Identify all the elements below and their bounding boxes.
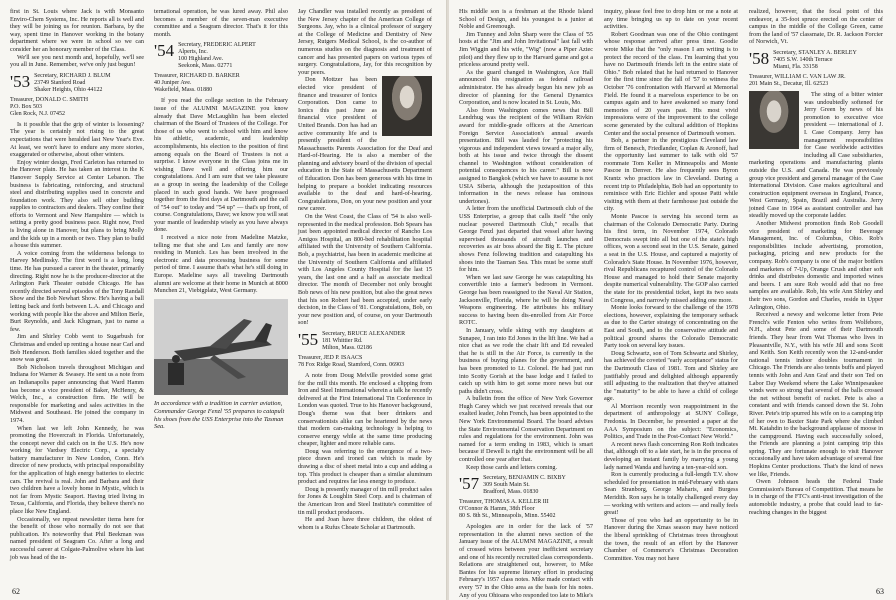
paragraph: Jim Tunney and John Sharp were the Class of '55 hosts at the "Jim and John Invitational" last fall with Jim Wiggin and his wife, "Wig" (now a Piper Aztec pilot) and they flew up to the Harvard game and got a priceless around pretty well. — [459, 30, 593, 69]
treasurer-name: Treasurer, WILLIAM C. VAN LAW JR. — [749, 73, 846, 80]
paragraph: As the guard changed in Washington, Ace Hall announced his resignation as federal railroad administrator. He has already begun his new job as director of planning for the General Dynamics Corporation, and is now located in St. Louis, Mo. — [459, 68, 593, 107]
paragraph: His middle son is a freshman at the Rhode Island School of Design, and his youngest is a junior at Noble and Greenough. — [459, 8, 593, 31]
paragraph: realized, however, that the focal point of this endeavor, a 35-foot spruce erected on the center of campus in the middle of the College Green, came from the land of '57 classmate, Dr. R. Jackson Forcier of Norwich, Vt. — [749, 8, 883, 46]
paragraph: Al Morrison recently won reappointment in the department of anthropology at SUNY College, Fredonia. In December, he presented a paper at the AAA Symposium on the subject: "Economics, Politics, and Trade in the Post-Contact New World." — [604, 402, 738, 441]
paragraph: inquiry, please feel free to drop him or me a note at any time bringing us up to date on your recent activities. — [604, 8, 738, 31]
treasurer-name: Treasurer, THOMAS A. KELLER III — [459, 499, 549, 506]
class-heading — [10, 73, 144, 94]
paragraph: Those of you who had an opportunity to be in Hanover during the Xmas season may have noticed the liberal sprinkling of Christmas trees throughout the town, the result of an effort by the Hanover Chamber of Commerce's Christmas Decoration Committee. You may not have — [604, 516, 738, 562]
secretary-name: Secretary, FREDERIC ALPERT — [178, 42, 256, 49]
paragraph: Enjoy winter design, Fred Carleton has returned to the Hanover plain. He has taken an interest in the K Hanover Supply Service at Center Lebanon. The business is fabricating, reinforcing, and structural steel and distributing supplies used in concrete and foundation work. They also sell other building supplies to contractors and dealers. They confine their efforts to Vermont and New Hampshire — which is setting a pretty good business pace. Right now, Fred is living alone in Hanover, but plans to bring Molly and the kids up in a month or two. They plan to build a house this summer. — [10, 158, 144, 250]
paragraph: Ron is currently producing a full-length T.V. show scheduled for presentation in mid-February with stars Sean Stranborg, George Maharis, and Burgess Meridith. Ron says he is totally challenged every day — working with writers and actors — and really feels great! — [604, 471, 738, 517]
right-column-3 — [749, 8, 883, 516]
paragraph: I received a nice note from Madeline Matzke, telling me that she and Les and family are now residing in Munich. Les has been involved in the electronic and data processing business for some period of time. I assume that's what he's still doing in Europe. Madeline says all traveling Dartmouth alumni are welcome at their home in Munich at 8000 Munchen 21, Viebigplatz, West Germany. — [154, 234, 288, 295]
class-heading — [749, 50, 883, 71]
treasurer-address: O'Connor & Hamm, 38th Floor 80 S. 8th St., Minneapolis, Minn. 55402 — [459, 506, 556, 520]
class-heading — [459, 475, 593, 496]
paragraph: Bob Nicholson travels throughout Michigan and Indiana for Warner & Swasey. He sent us a note from an Indianapolis paper announcing that Ward Hamm has become a vice president of Baker, McHenry, & Welch, Inc., a construction firm. He will be responsible for marketing and sales activities in the Midwest and Southeast. He joined the company in 1974. — [10, 363, 144, 424]
class-heading — [298, 331, 432, 352]
paragraph: Also from Washington comes news that Bill Lendrhug was the recipient of the William Rivkin award for middle-grade officers at the American Foreign Service Association's annual awards presentation. Bill was lauded for "protecting his vigorous and independent views toward a major ally, both at his issue and twice through the dissent channel to Washington without consideration of potential consequences to his career." Bill is now assigned to Bangkok (which we have to assume is not USIA Siberia, although the juxtaposition of this information in the news release has ominous undertones). — [459, 106, 593, 205]
paragraph: Doug was referring to the emergence of a two-piece drawn and ironed can which is made by drawing a disc of sheet metal into a cup and adding a top. This product is cheaper than a similar aluminum product and requires far less energy to produce. — [298, 447, 432, 486]
paragraph: Occasionally, we repeat newsletter items here for the benefit of those who normally do not see that publication. It's noteworthy that Phil Beekman was named president of Seagram Co. After a long and successful career at Colgate-Palmolive where his last job was head of the in- — [10, 515, 144, 561]
page-number: 63 — [876, 587, 884, 596]
paragraph: first in St. Louis where Jack is with Monsanto Enviro-Chem Systems, Inc. He reports all is well and they will be joining us for reunion. Barbara, by the way, spent time in Hanover working in the botany department where we were in school so we can consider her an honorary member of the Class. — [10, 8, 144, 53]
paragraph: The sting of a bitter winter was undoubtedly softened for Jerry Green by news of his promotion to executive vice president — international of J. I. Case Company. Jerry has management responsibilities for Case worldwide activities including all Case subsidiaries, marketing operations and manufacturing plants outside the U.S. and Canada. He was previously group vice president and general manager of the Case International Division. Case makes agricultural and construction equipment overseas in England, France, West Germany, Spain, Brazil and Australia. Jerry joined Case in 1964 as assistant controller and has steadily moved up the corporate ladder. — [749, 90, 883, 220]
paragraph: Monte Pascoe is serving his second term as chairman of the Colorado Democratic Party. During his first term, in November 1974, Colorado Democrats swept into all but one of the state's high offices, won a second seat in the U.S. Senate, gained a seat in the U.S. House, and captured a majority of Colorado's State House. In November 1976, however, rival Republicans recaptured control of the Colorado House and managed to hold their Senate majority despite numerical vulnerability. The GOP also carried the state for its presidential ticket, kept its two seats in Congress, and narrowly missed adding one more. — [604, 213, 738, 304]
paragraph: Doug Schwartz, son of Tom Schwartz and Shirley, has achieved the coveted "early acceptance" status for the Dartmouth Class of 1981. Tom and Shirley are justifiably proud and delighted although apparently still adjusting to the realization that they've attained the "maturity" to be able to have a child of college age. — [604, 349, 738, 403]
paragraph: Keep those cards and letters coming. — [466, 463, 558, 471]
aircraft-carrier-photo — [154, 299, 288, 431]
paragraph: We'll see you next month and, hopefully, we'll see you all in June. Remember, we've only just begun! — [10, 53, 144, 69]
secretary-name: Secretary, BRUCE ALEXANDER — [322, 330, 406, 337]
paragraph: A note from Doug Melville provided some grist for the mill this month. He enclosed a clipping from Iron and Steel International wherein a talk he recently delivered at the First International Tin Conference in London was quoted. True to his Hanover background, Doug's theme was that beer drinkers and conservationists alike can be heartened by the news that modern can-making technology is helping to conserve energy while at the same time producing cheaper, lighter and more reliable cans. — [298, 371, 432, 448]
secretary-address: 309 South Main St. Bradford, Mass. 01830 — [483, 482, 539, 496]
paragraph: Doug is presently manager of tin mill product sales for Jones & Loughlin Steel Corp. and is chairman of the American Iron and Steel Institute's committee of tin mill product producers. — [298, 485, 432, 516]
treasurer-name: Treasurer, JED P. ISAACS — [298, 354, 363, 361]
secretary-name: Secretary, RICHARD J. BLUM — [34, 72, 111, 79]
class-year: '54 — [154, 41, 175, 61]
paragraph: When we last saw George he was catapulting his convertible into a farmer's bedroom in Vermont. George has been reassigned to the Naval Air Station, Jacksonville, Florida, where he will be doing Naval Weapons engineering. He attributes his military success to having been dis-enrolled from Air Force ROTC. — [459, 273, 593, 327]
secretary-address: 7405 S.W. 140th Terrace Miami, Fla. 33158 — [773, 56, 833, 70]
paragraph: Jim and Shirley Cobb went to Sugarbush for Christmas and ended up renting a house near Carl and Bob Henderson. Both families skied together and the snow was great. — [10, 333, 144, 364]
treasurer-address: P.O. Box 503 Glen Rock, N.J. 07452 — [10, 103, 65, 117]
left-column-3 — [298, 8, 432, 531]
jet-aircraft-photo — [154, 299, 288, 395]
paragraph: Monte looks forward to the challenge of the 1978 elections, however, explaining the temporary setback as due to the Carter strategy of concentrating on the East and South, and to the conservative attitude and political ground shares the Colorado Democratic Party took on several key issues. — [604, 304, 738, 350]
right-column-2 — [604, 8, 738, 562]
paragraph: He and Joan have three children, the oldest of whom is a Rufus Choate Scholar at Dartmouth. — [298, 516, 432, 531]
right-page — [449, 0, 896, 600]
left-column-2 — [154, 8, 288, 431]
paragraph: Another Midwest promotion finds Rob Goodell vice president of marketing for Beverage Management, Inc. of Columbus, Ohio. Rob's responsibilities include advertising, promotion, packaging, pricing and new products for the company. Rob's company is one of the major bottlers and marketers of 7-Up, Orange Crush and other soft drinks and distributes domestic and imported wines and beers. I am sure Rob would add that no free samples are available. Rob, his wife Ann Shirley and their two sons, Gordon and Charles, reside in Upper Arlington, Ohio. — [749, 220, 883, 311]
class-year: '57 — [459, 474, 480, 494]
paragraph: A voice coming from the wilderness belongs to Harvey Medlinsky. The first word is a long, long time. He has pursued a career in the theater, primarily directing. Right now he is the producer-director at the Arlington Park Theater outside Chicago. He has recently directed several episodes of the Tony Randall Show and the Bob Newhart Show. He's having a ball letting back and forth between L.A. and Chicago and working with people like the above and Milton Berle, Burt Reynolds, and Jack Klugman, just to name a few. — [10, 249, 144, 333]
paragraph: On the West Coast, the Class of '54 is also well-represented in the medical profession. Bob Spears has just been appointed medical director of Rancho Los Amigos Hospital, an 800-bed rehabilitation hospital affiliated with the University of Southern California. Bob, a psychiatrist, has been in academic medicine at the University of Southern California and affiliated with Los Angeles County Hospital for the last 15 years, the last one and a half as associate medical director. The month of December not only brought Bob news of his new position, but also the great news that his son Robert had been accepted, under early decision, in the Class of '81. Congratulations, Bob, on your new position and, of course, on your Dartmouth son! — [298, 213, 432, 327]
treasurer-name: Treasurer, DONALD C. SMITH — [10, 96, 89, 103]
paragraph: ternational operation, he was lured away. Phil also becomes a member of the seven-man executive committee and a Seagram director. That's it for this month. — [154, 8, 288, 38]
class-year: '55 — [298, 329, 319, 349]
paragraph: In January, while skiing with my daughters at Sunapee, I ran into Ed Jones in the lift line. We had a nice chat as we rode the chair lift and Ed revealed that he is still in the Air Force, is currently in the business of buying planes for the government, and has been promoted to Lt. Colonel. He had just run into Scotty Gorish at the base lodge and I failed to catch up with him to get some more news but our paths didn't cross. — [459, 326, 593, 395]
paragraph: A bulletin from the office of New York Governor Hugh Carey which we just received reveals that our exalted leader, John French, has been appointed to the New York Environmental Board. The board advises the State Environmental Conservation Department on rules and regulations for the environment. John was named for a term ending in 1983, which is smart because if Dewell is right the environment will be all controlled one year after that. — [459, 395, 593, 464]
paragraph: If you read the college section in the February issue of the ALUMNI MAGAZINE you know already that Dave McLaughlin has been elected chairman of the Board of Trustees of the College. For those of us who went to school with him and know his athletic, academic, and leadership accomplishments, his election to the position of first among equals on the Board of Trustees is not a surprise. I know everyone in the Class joins me in wishing Dave well and offering him our congratulations. And I am sure that we take pleasure as a group in seeing the leadership of the College placed in such good hands. We have progressed together from the first days at Dartmouth and the call of "54 out" to today and "54 up" — that's up front, of course. Congratulations, Dave; we know you will seat your mantle of leadership wisely as you have always done. — [154, 97, 288, 234]
right-column-1 — [459, 8, 593, 599]
paragraph: A recent news flash concerning Ron Roth indicates that, although off to a late start, he is in the process of developing an instant family by marrying a young lady named Wanda and having a ten-year-old son. — [604, 440, 738, 471]
treasurer-address: 201 Main St., Decatur, Ill. 62523 — [749, 80, 829, 87]
secretary-address: 181 Whittier Rd. Milton, Mass. 02186 — [322, 337, 373, 351]
left-page — [0, 0, 447, 600]
paragraph: A letter from the unofficial Dartmouth club of the USS Enterprise, a group that calls itself "the only nuclear powered Dartmouth Club," recalls that George Fenzl just departed that vessel after having supervised thousands of aircraft launches and recoveries as air boss aboard the Big E. The picture shows Fenz following tradition and catapulting his shoes into the Tasman Sea. This must be some stuff for him. — [459, 205, 593, 274]
paragraph: Robert Goodman was one of the Ohio contingent whose response arrived after press time. Goodie wrote Mike that the "only reason I am writing is to protect the record of the class. I'm learning that you have no Dartmouth friends left in the entire state of Ohio." Bob related that he had returned to Hanover for the first time since the fall of '57 to witness the October '76 confrontation with Harvard at Memorial Field. He found it a marvelous experience to be on campus again and to have awakened so many fond memories of 20 years past. His most vivid impressions were of the improvement to the college scene generated by the cultural addition of Hopkins Center and the social presence of Dartmouth women. — [604, 30, 738, 137]
page-number: 62 — [12, 587, 20, 596]
paragraph: Don Mottzer has been elected vice president of finance and treasurer of Ionics Corporation. Don came to Ionics this past June as financial vice president of United Brands. Don has had an active community life and is presently president of the Massachusetts Parents Association for the Deaf and Hard-of-Hearing. He is also a member of the planning and advisory board of the division of special education in the State of Massachusetts Department of Education. Don has been generous with his time in helping to prepare a booklet indicating resources available to the deaf and hard-of-hearing. Congratulations, Don, on your new position and your new career. — [298, 76, 432, 213]
paragraph: Is it possible that the grip of winter is loosening? The year is certainly not rising to the great expectations that were heralded last New Year's Eve. At least, we won't have to endure any more stories, exaggerated or otherwise, about other winters. — [10, 120, 144, 159]
paragraph: Bob, a partner in the prestigious Cleveland law firm of Benesch, Friedlander, Coplan & Aronoff, had the opportunity last summer to talk with old '57 roommate Tom Keller in Minneapolis and Monte Pascoe in Denver. He also frequently sees Byron Krantz who practices law in Cleveland. During a recent trip to Philadelphia, Bob had an opportunity to reminisce with Eric Eichler and spouse Patti while visiting with them at their farmhouse just outside the city. — [604, 137, 738, 213]
paragraph: Jay Chandler was installed recently as president of the New Jersey chapter of the American College of Surgeons. Jay, who is a clinical professor of surgery at the College of Medicine and Dentistry of New Jersey, Rutgers Medical School, is the co-author of numerous studies on the diagnosis and treatment of cancer and has presented papers on various types of surgery. Congratulations, Jay, for this recognition by your peers. — [298, 8, 432, 76]
portrait-photo — [749, 91, 799, 149]
portrait-photo — [382, 76, 432, 136]
secretary-name: Secretary, BENJAMIN C. BIXBY — [483, 475, 566, 482]
secretary-address: Alperts, Inc. 100 Highland Ave. Seekonk, Mass. 02771 — [178, 49, 233, 70]
secretary-name: Secretary, STANLEY A. BERLEY — [773, 49, 857, 56]
paragraph: Owen Johnson heads the Federal Trade Commission's Bureau of Competition. That means he is in charge of the FTC's anti-trust investigation of the automobile industry, a probe that could lead to far-reaching changes in the biggest — [749, 478, 883, 516]
photo-caption: In accordance with a tradition in carrier aviation, Commander George Fenzl '55 prepares to catapult his shoes from the USS Enterprise into the Tasman Sea. — [154, 400, 285, 431]
paragraph: When last we left John Kennedy, he was promoting the Hovercraft in Florida. Unfortunately, the concept never did catch on in the U.S. He's now working for Vardsey Electric Corp., a specialty battery manufacturer in New London, Conn. He's director of new products, with principal responsibility for the application of high energy batteries to electric cars. The revival is real. John and Barbara and their two children have a lovely home in Mystic, which is not far from Mystic Seaport. Having tried living in Texas, California, and Florida, they believe there's no place like New England. — [10, 424, 144, 516]
paragraph: Received a newsy and welcome letter from Pete French's wife Fenton who writes from Wolfeboro, N.H., about Pete and some of their Dartmouth friends. They hear from Wat Thomas who lives in Pleasantville, N.Y., with his wife Jill and sons Scott and Keith. Son Keith recently won the 12-and-under national tennis indoor doubles tournament in Chicago. The Friends are also tennis buffs and played tennis with John and Ann Graf and their son Ted on Labor Day Weekend where the Lake Winnipesaukee winds were so strong that several of the balls crossed the net without benefit of racket. Pete is also a constant and with friends canoed down the St. John River. Pete's trip spurred his wife on to a camping trip of her own to Baxter State Park where she climbed Mt. Katahdin to the background applause of moose in the campground. Having each successfully soloed, the Friends are planning a joint camping trip this spring. They are fortunate enough to visit Hanover occasionally and have taken advantage of several fine Hopkins Center productions. That's the kind of news we like, Friends. — [749, 311, 883, 478]
left-column-1 — [10, 8, 144, 561]
secretary-address: 23749 Stanford Road Shaker Heights, Ohio 44122 — [34, 79, 103, 93]
class-year: '53 — [10, 71, 31, 91]
treasurer-name: Treasurer, RICHARD D. BARKER — [154, 73, 240, 80]
paragraph: Apologies are in order for the lack of '57 representation in the alumni news section of the January issue of the ALUMNI MAGAZINE, a result of crossed wires between your inefficient secretary and one of his recently recruited class correspondents. Relations are straightened out, however, to Mike Bantes for his supreme literary effort in producing February's 1957 class notes. Mike made contact with every '57 in the Ohio area as the basis for his notes. Any of you Ohioans who responded too late to Mike's — [459, 523, 594, 599]
treasurer-address: 78 Fox Ridge Road, Stamford, Conn. 06903 — [298, 361, 405, 368]
class-year: '58 — [749, 48, 770, 68]
treasurer-address: 40 Juniper Ave. Wakefield, Mass. 01880 — [154, 80, 213, 94]
class-heading — [154, 42, 288, 70]
